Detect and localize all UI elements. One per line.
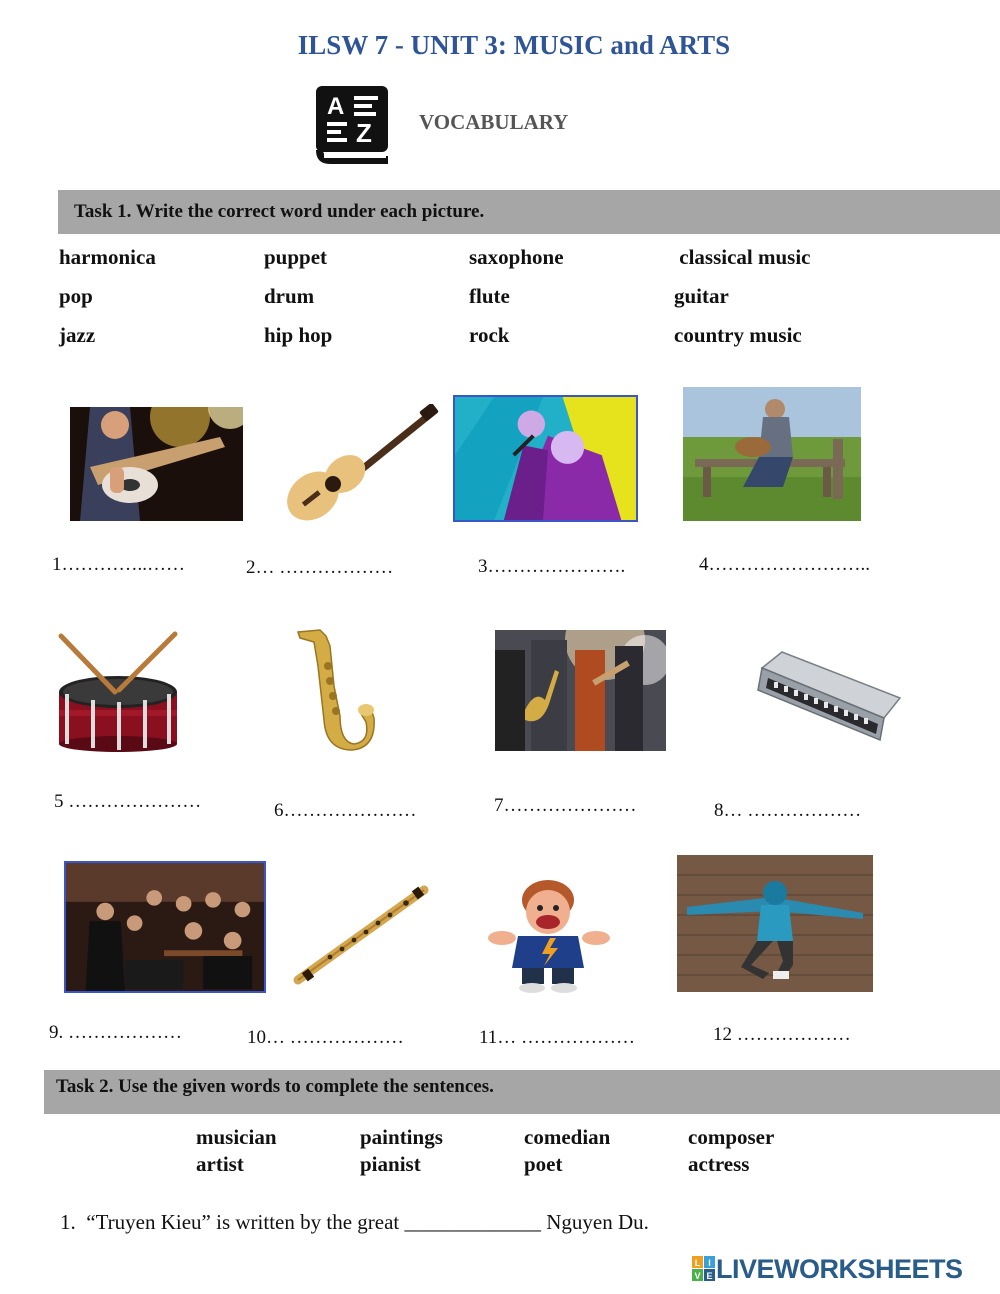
- answer-blank-2[interactable]: 2… ………………: [246, 557, 394, 578]
- answer-blank-8[interactable]: 8… ………………: [714, 800, 862, 821]
- task2-heading-bar: [44, 1070, 1000, 1114]
- task2-word: actress: [688, 1152, 750, 1176]
- answer-blank-12[interactable]: 12 ………………: [713, 1024, 851, 1045]
- dictionary-icon: [314, 84, 390, 166]
- word-bank-item: country music: [674, 323, 802, 347]
- task2-word: poet: [524, 1152, 563, 1176]
- jazz-band-image: [495, 630, 666, 751]
- badge-letter: V: [694, 1271, 701, 1281]
- word-bank-item: classical music: [674, 245, 811, 269]
- task2-word: paintings: [360, 1125, 443, 1149]
- saxophone-image: [290, 626, 376, 752]
- answer-blank-9[interactable]: 9. ………………: [49, 1022, 182, 1043]
- svg-text:Z: Z: [356, 118, 372, 148]
- vocabulary-label: VOCABULARY: [419, 110, 569, 134]
- orchestra-image: [64, 861, 266, 993]
- badge-letter: E: [706, 1271, 713, 1281]
- answer-blank-10[interactable]: 10… ………………: [247, 1027, 404, 1048]
- word-bank-item: pop: [59, 284, 93, 308]
- snare-drum-image: [57, 630, 179, 752]
- word-bank-item: guitar: [674, 284, 729, 308]
- task2-heading: Task 2. Use the given words to complete the sentences.: [56, 1076, 494, 1097]
- answer-blank-6[interactable]: 6…………………: [274, 800, 417, 821]
- task2-word: musician: [196, 1125, 277, 1149]
- answer-blank-1[interactable]: 1…………..……: [52, 554, 185, 575]
- rock-guitarist-image: [70, 407, 243, 521]
- answer-blank-5[interactable]: 5 …………………: [54, 791, 202, 812]
- country-musician-image: [683, 387, 861, 521]
- liveworksheets-wordmark: LIVEWORKSHEETS: [716, 1253, 963, 1284]
- liveworksheets-badge-icon: [692, 1256, 716, 1282]
- pop-singers-image: [453, 395, 638, 522]
- word-bank-item: harmonica: [59, 245, 156, 269]
- task2-word: pianist: [360, 1152, 421, 1176]
- harmonica-image: [752, 648, 902, 744]
- answer-blank-4[interactable]: 4……………………..: [699, 554, 870, 575]
- hand-puppet-image: [484, 876, 614, 994]
- liveworksheets-logo: [692, 1254, 963, 1284]
- task2-word: comedian: [524, 1125, 611, 1149]
- acoustic-guitar-image: [283, 404, 440, 524]
- answer-blank-7[interactable]: 7…………………: [494, 795, 637, 816]
- task1-heading: Task 1. Write the correct word under each picture.: [74, 201, 485, 222]
- word-bank-item: jazz: [59, 323, 96, 347]
- page-title: ILSW 7 - UNIT 3: MUSIC and ARTS: [297, 30, 731, 60]
- word-bank-item: saxophone: [469, 245, 564, 269]
- task2-sentence-1[interactable]: 1. “Truyen Kieu” is written by the great _____________ Nguyen Du.: [60, 1210, 649, 1234]
- answer-blank-3[interactable]: 3………………….: [478, 556, 626, 577]
- word-bank-item: drum: [264, 284, 315, 308]
- badge-letter: L: [694, 1258, 701, 1268]
- word-bank-item: rock: [469, 323, 510, 347]
- answer-blank-11[interactable]: 11… ………………: [479, 1027, 636, 1048]
- hip-hop-dancer-image: [677, 855, 873, 992]
- svg-text:A: A: [327, 93, 345, 120]
- word-bank-item: hip hop: [264, 323, 333, 347]
- task2-word: composer: [688, 1125, 775, 1149]
- task2-word: artist: [196, 1152, 244, 1176]
- word-bank-item: puppet: [264, 245, 328, 269]
- word-bank-item: flute: [469, 284, 510, 308]
- badge-letter: I: [708, 1258, 711, 1268]
- bamboo-flute-image: [290, 884, 430, 988]
- task1-heading-bar: [58, 190, 1000, 234]
